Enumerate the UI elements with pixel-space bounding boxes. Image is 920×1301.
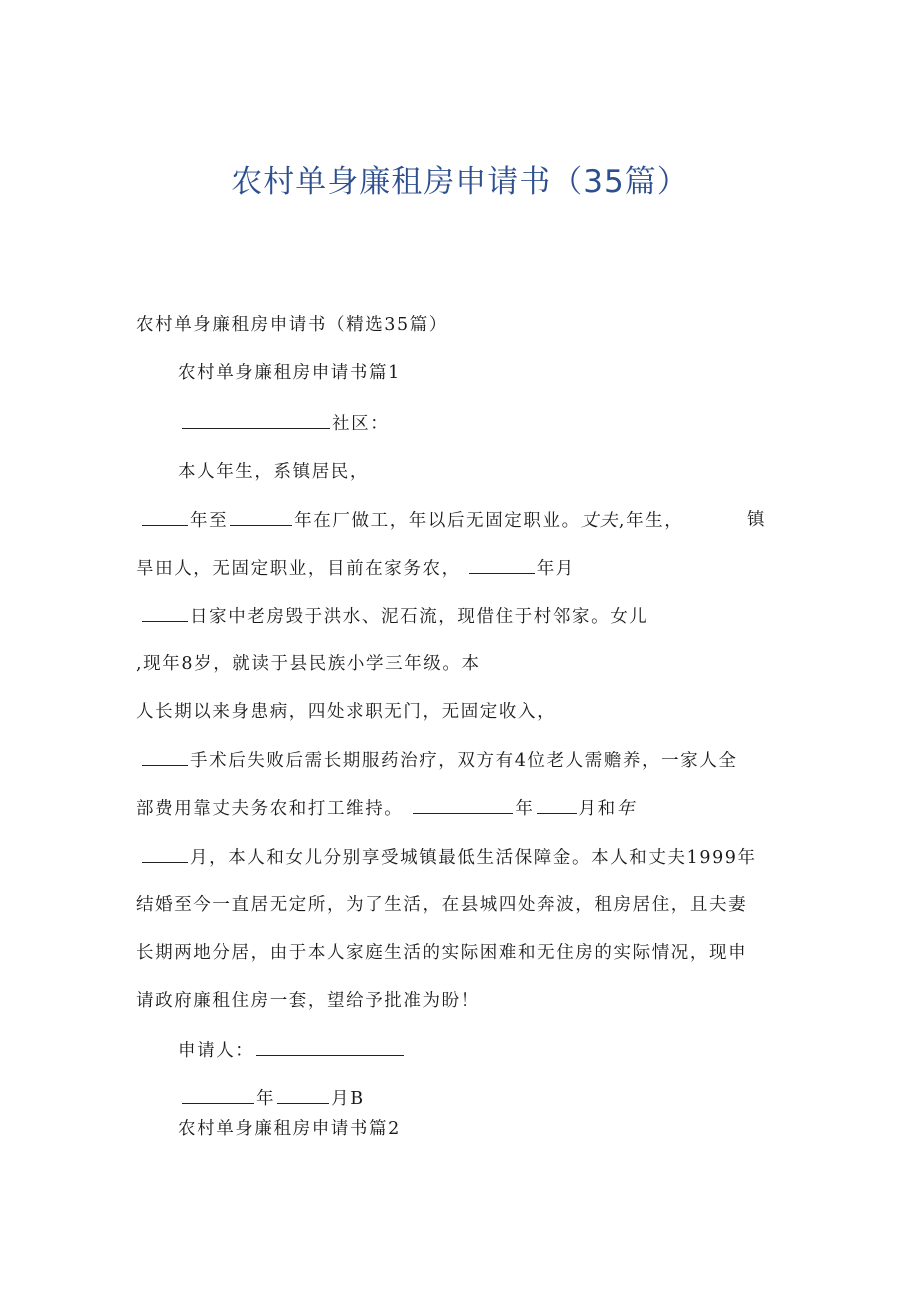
paragraph-line: 请政府廉租住房一套，望给予批准为盼！ — [136, 991, 480, 1011]
paragraph-line: 手术后失败后需长期服药治疗，双方有4位老人需赡养，一家人全 — [140, 748, 738, 773]
blank-field — [142, 748, 188, 766]
paragraph-line: 长期两地分居，由于本人家庭生活的实际困难和无住房的实际情况，现申 — [136, 943, 748, 963]
paragraph-line: 年至 年在厂做工，年以后无固定职业。丈夫,年生， — [140, 508, 683, 533]
paragraph-line: 结婚至今一直居无定所，为了生活，在县城四处奔波，租房居住，且夫妻 — [136, 895, 748, 915]
paragraph-line: 部费用靠丈夫务农和打工维持。 年 月和年 — [136, 796, 636, 821]
document-title: 农村单身廉租房申请书（35篇） — [231, 164, 689, 200]
paragraph-line: 日家中老房毁于洪水、泥石流，现借住于村邻家。女儿 — [140, 604, 648, 629]
paragraph-line: 旱田人，无固定职业，目前在家务农， 年月 — [136, 556, 575, 581]
blank-field — [256, 1038, 404, 1056]
paragraph-line: 月，本人和女儿分别享受城镇最低生活保障金。本人和丈夫1999年 — [140, 845, 757, 870]
paragraph-line: ,现年8岁，就读于县民族小学三年级。本 — [136, 654, 481, 674]
blank-field — [277, 1086, 329, 1104]
blank-field — [182, 1086, 254, 1104]
date-line: 年 月B — [180, 1086, 365, 1111]
applicant-line: 申请人： — [178, 1038, 406, 1063]
blank-field — [182, 411, 330, 429]
blank-field — [142, 604, 188, 622]
section-heading-2: 农村单身廉租房申请书篇2 — [178, 1119, 401, 1139]
paragraph-line: 人长期以来身患病，四处求职无门，无固定收入， — [136, 702, 557, 722]
community-line: 社区： — [180, 411, 389, 436]
blank-field — [469, 556, 535, 574]
section-heading-1: 农村单身廉租房申请书篇1 — [178, 363, 401, 383]
paragraph-line: 镇 — [747, 510, 767, 530]
blank-field — [413, 796, 513, 814]
blank-field — [142, 508, 188, 526]
blank-field — [537, 796, 577, 814]
blank-field — [230, 508, 292, 526]
blank-field — [142, 845, 188, 863]
document-subtitle: 农村单身廉租房申请书（精选35篇） — [136, 315, 448, 335]
paragraph-line: 本人年生，系镇居民， — [178, 462, 369, 482]
